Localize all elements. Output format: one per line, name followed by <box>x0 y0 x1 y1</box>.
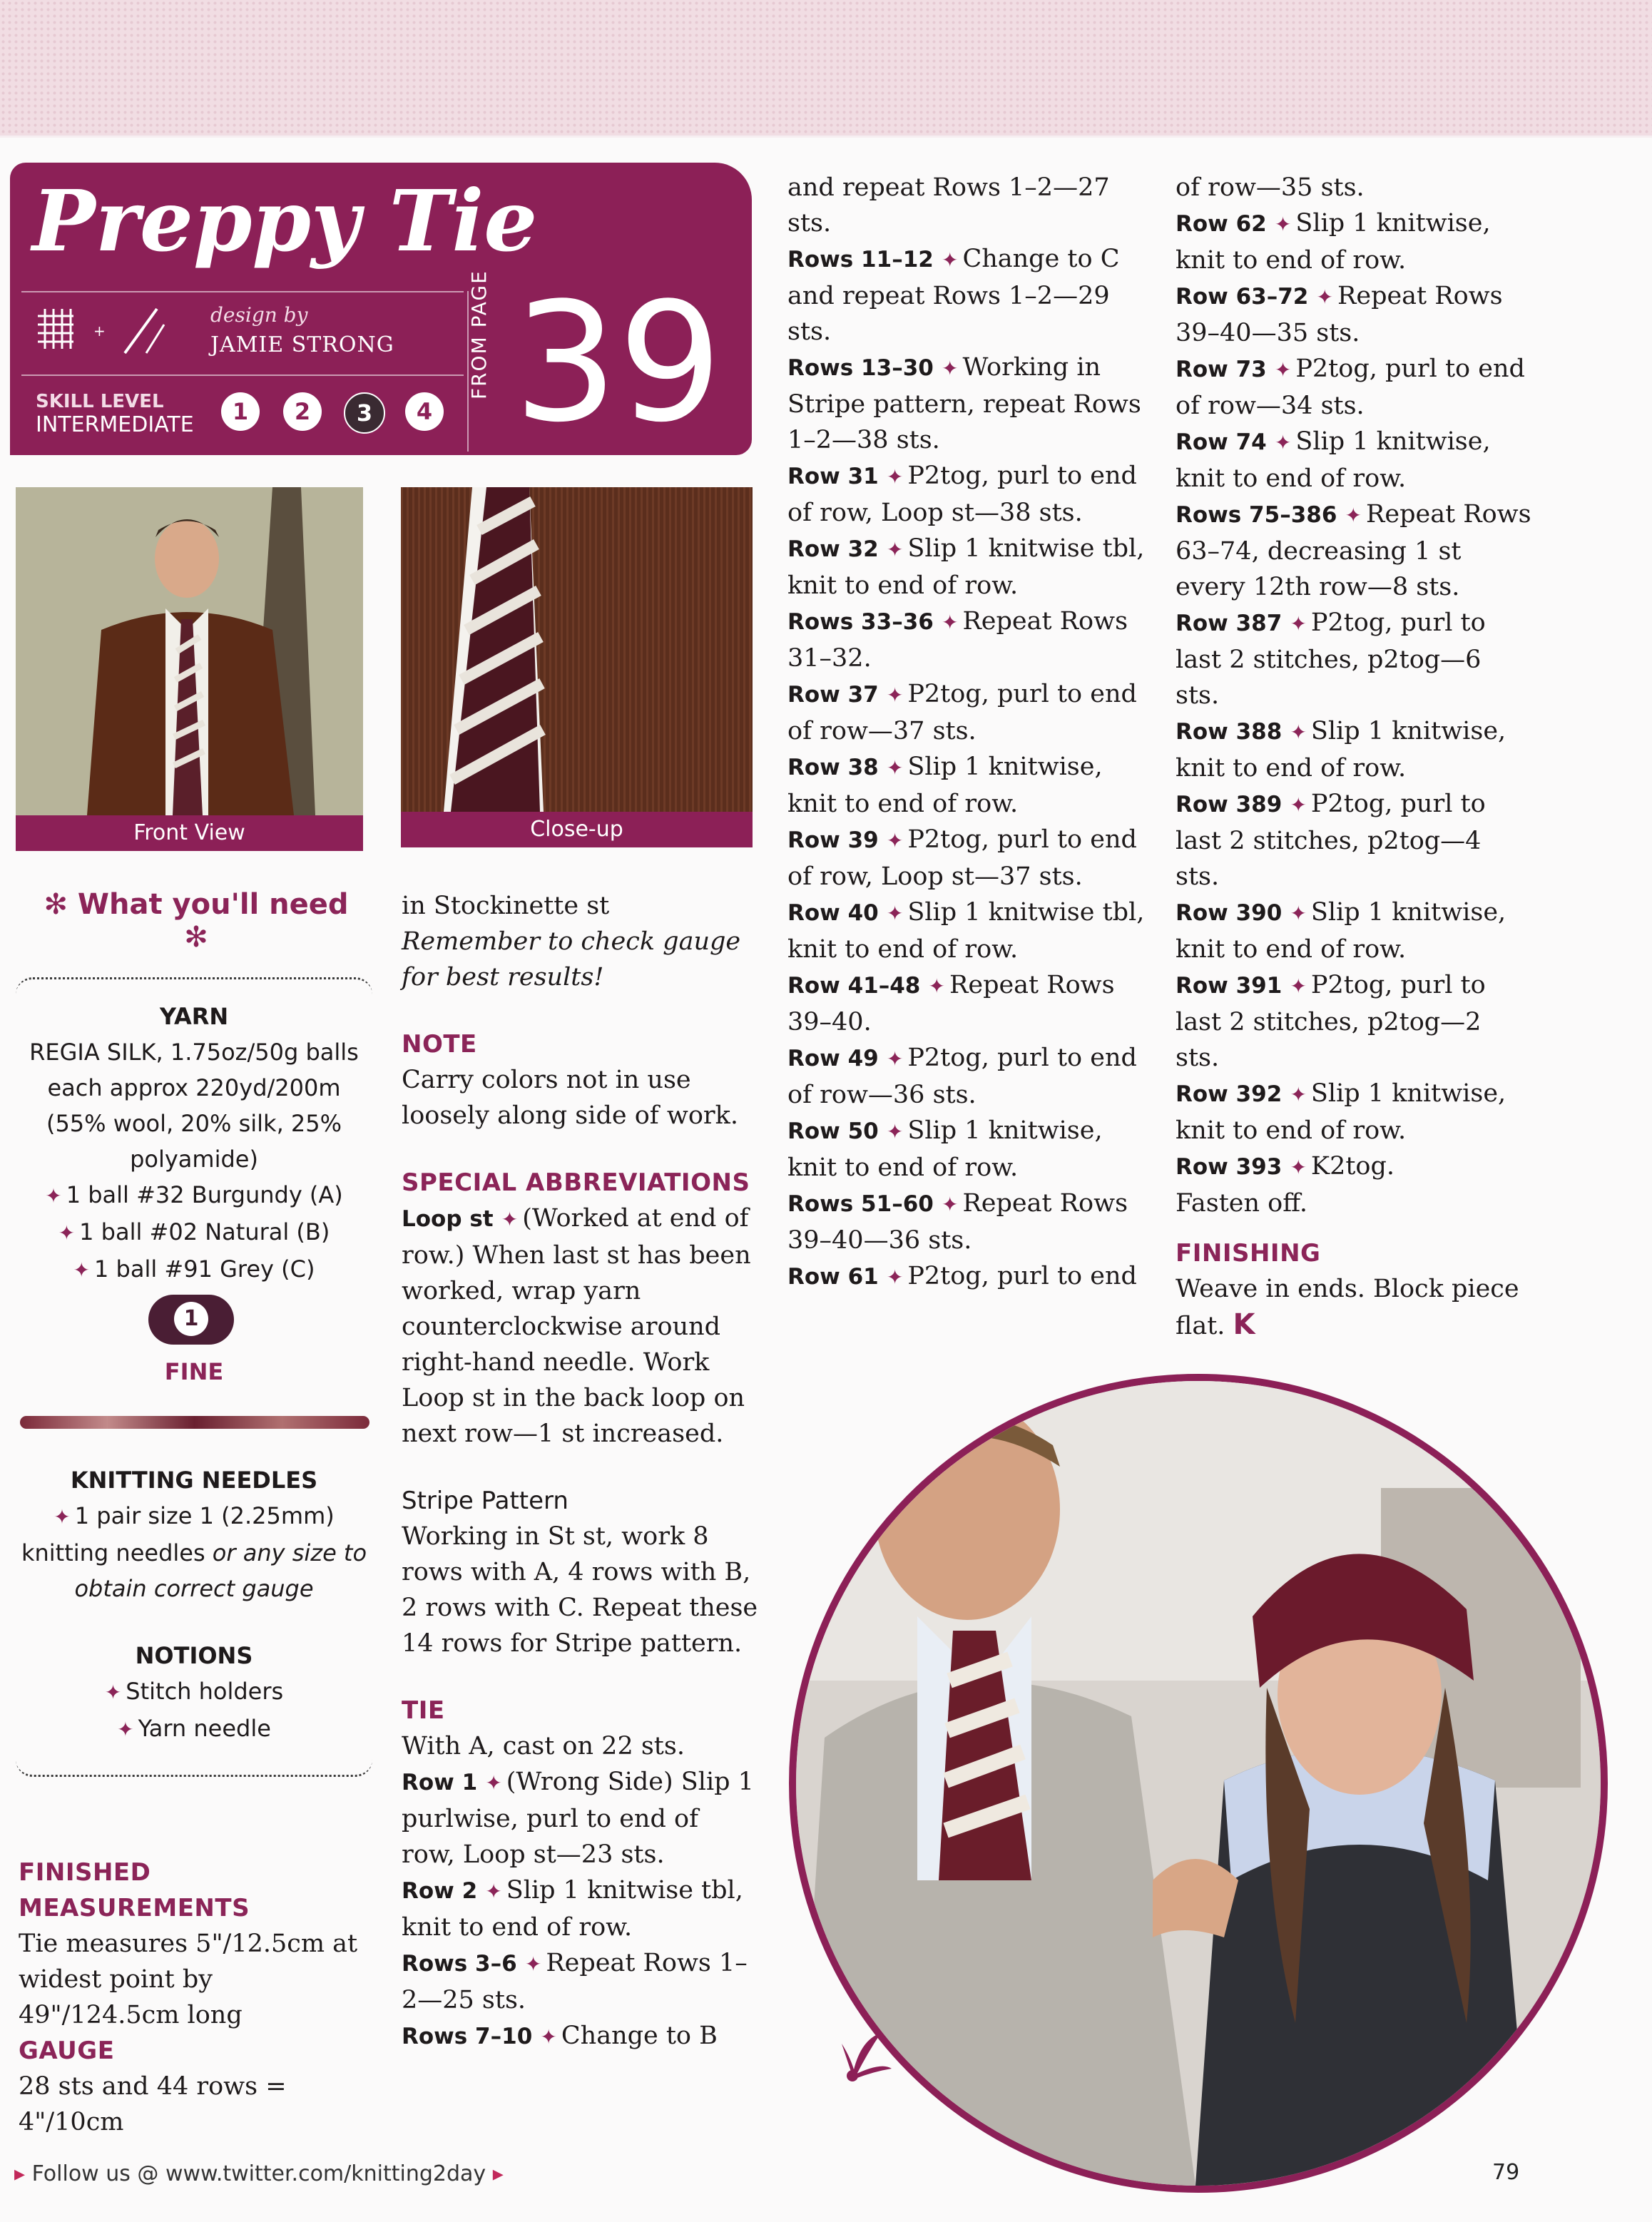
note-text: Carry colors not in use loosely along side of work. <box>402 1066 738 1130</box>
column-lead: and repeat Rows 1–2—27 sts. <box>787 173 1110 238</box>
row-text: Slip 1 knitwise, knit to end of row. <box>1176 717 1506 783</box>
row-label: Row 2 <box>402 1878 478 1904</box>
row-text: Slip 1 knitwise, knit to end of row. <box>1176 1079 1506 1145</box>
fasten-off: Fasten off. <box>1176 1189 1307 1218</box>
row-text: Repeat Rows 39–40. <box>787 971 1115 1036</box>
row-label: Row 392 <box>1176 1081 1283 1107</box>
gauge-heading: GAUGE <box>19 2037 115 2065</box>
row-label: Row 62 <box>1176 211 1267 237</box>
yarn-weight-label: FINE <box>164 1358 224 1385</box>
finishing-text <box>1176 1271 1532 1344</box>
row-label: Rows 11–12 <box>787 247 934 272</box>
needles-item: ✦ 1 pair size 1 (2.25mm) <box>53 1502 335 1529</box>
notions-item: ✦ Stitch holders <box>104 1678 284 1705</box>
skill-level-3-current: 3 <box>344 392 385 434</box>
row-text: Repeat Rows 39–40—36 sts. <box>787 1189 1128 1255</box>
what-you-need-heading: ✻ What you'll need ✻ <box>44 888 349 954</box>
finished-text: Tie measures 5"/12.5cm at widest point by 49"/124.5cm long <box>19 1930 358 2029</box>
instruction-row: Row 74 ✦ Slip 1 knitwise, knit to end of row. <box>1176 427 1491 493</box>
instruction-row: Rows 3–6 ✦ Repeat Rows 1–2—25 sts. <box>402 1949 748 2014</box>
flourish-icon <box>838 2026 895 2090</box>
row-text: P2tog, purl to last 2 stitches, p2tog—6 sts. <box>1176 608 1486 710</box>
row-label: Row 39 <box>787 827 879 853</box>
row-label: Row 387 <box>1176 611 1283 636</box>
row-text: (Wrong Side) Slip 1 purlwise, purl to end of row, Loop st—23 sts. <box>402 1768 754 1869</box>
instruction-row: Row 40 ✦ Slip 1 knitwise tbl, knit to end of row. <box>787 898 1145 964</box>
row-label: Rows 75–386 <box>1176 502 1337 528</box>
row-label: Rows 7–10 <box>402 2024 533 2049</box>
instruction-row: Row 390 ✦ Slip 1 knitwise, knit to end of row. <box>1176 898 1506 964</box>
skill-level-label: SKILL LEVEL <box>36 391 164 412</box>
instruction-row: Row 39 ✦ P2tog, purl to end of row, Loop st—37 sts. <box>787 825 1137 891</box>
row-label: Row 390 <box>1176 900 1283 926</box>
yarn-item-burgundy: ✦ 1 ball #32 Burgundy (A) <box>45 1181 343 1208</box>
row-text: Working in Stripe pattern, repeat Rows 1–2—38 sts. <box>787 353 1141 454</box>
column-four <box>1176 170 1532 1344</box>
row-label: Rows 3–6 <box>402 1951 517 1977</box>
skill-level-4: 4 <box>405 392 444 431</box>
gauge-text: 28 sts and 44 rows = 4"/10cm <box>19 2072 287 2136</box>
front-view-illustration <box>16 487 363 815</box>
what-you-need-text: What you'll need <box>77 888 349 921</box>
instruction-row: Row 389 ✦ P2tog, purl to last 2 stitches, p2tog—4 sts. <box>1176 790 1486 891</box>
svg-text:+: + <box>93 322 106 340</box>
row-text: Repeat Rows 39–40—35 sts. <box>1176 282 1503 347</box>
row-label: Row 32 <box>787 536 879 562</box>
row-text: Repeat Rows 31–32. <box>787 607 1128 673</box>
needles-notions <box>16 1462 372 1748</box>
abbreviations-heading: SPECIAL ABBREVIATIONS <box>402 1168 750 1197</box>
finished-heading: FINISHED MEASUREMENTS <box>19 1858 250 1922</box>
finishing-heading: FINISHING <box>1176 1239 1321 1268</box>
yarn-item-text: 1 ball #02 Natural (B) <box>79 1218 330 1245</box>
from-page-label: FROM PAGE <box>467 270 491 399</box>
instruction-row: Rows 13–30 ✦ Working in Stripe pattern, repeat Rows 1–2—38 sts. <box>787 353 1141 454</box>
yarn-item-text: 1 ball #91 Grey (C) <box>94 1255 315 1283</box>
row-label: Row 49 <box>787 1046 879 1071</box>
row-text: Slip 1 knitwise tbl, knit to end of row. <box>787 534 1145 600</box>
couple-illustration <box>796 1381 1601 2186</box>
row-text: P2tog, purl to end of row, Loop st—38 sts. <box>787 462 1137 527</box>
row-text: Change to C and repeat Rows 1–2—29 sts. <box>787 245 1120 346</box>
instruction-row: Row 41–48 ✦ Repeat Rows 39–40. <box>787 971 1115 1036</box>
row-text: Slip 1 knitwise, knit to end of row. <box>1176 209 1491 275</box>
front-view-caption: Front View <box>16 815 363 851</box>
banner-divider-h2 <box>21 291 464 292</box>
banner-divider-h <box>21 374 464 376</box>
closeup-illustration <box>401 487 753 812</box>
instruction-row: Row 32 ✦ Slip 1 knitwise tbl, knit to end of row. <box>787 534 1145 600</box>
instruction-row: Row 387 ✦ P2tog, purl to last 2 stitches, p2tog—6 sts. <box>1176 608 1486 710</box>
instruction-row: Row 49 ✦ P2tog, purl to end of row—36 sts. <box>787 1044 1137 1109</box>
yarn-weight-number: 1 <box>174 1302 208 1336</box>
instruction-row: Row 391 ✦ P2tog, purl to last 2 stitches, p2tog—2 sts. <box>1176 971 1486 1072</box>
top-pattern-band <box>0 0 1652 138</box>
instruction-row: Rows 11–12 ✦ Change to C and repeat Rows 1–2—29 sts. <box>787 245 1120 346</box>
row-label: Row 31 <box>787 464 879 489</box>
row-label: Row 63–72 <box>1176 284 1309 310</box>
row-text: P2tog, purl to end of row—37 sts. <box>787 680 1137 745</box>
yarn-item-natural: ✦ 1 ball #02 Natural (B) <box>58 1218 330 1245</box>
footer-left-marker-icon: ▸ <box>14 2161 32 2186</box>
row-label: Row 37 <box>787 682 879 708</box>
instruction-row: Rows 33–36 ✦ Repeat Rows 31–32. <box>787 607 1128 673</box>
row-text: P2tog, purl to last 2 stitches, p2tog—2 sts. <box>1176 971 1486 1072</box>
knitting-icon <box>32 303 175 360</box>
footer-right-marker-icon: ▸ <box>486 2161 504 2186</box>
row-label: Rows 51–60 <box>787 1191 934 1217</box>
row-text: P2tog, purl to end <box>907 1262 1137 1290</box>
closeup-photo <box>401 487 753 812</box>
row-text: Repeat Rows 1–2—25 sts. <box>402 1949 748 2014</box>
row-text: Change to B <box>561 2022 718 2050</box>
instruction-row: Row 38 ✦ Slip 1 knitwise, knit to end of row. <box>787 753 1103 818</box>
needles-item-text: 1 pair size 1 (2.25mm) <box>74 1502 335 1529</box>
row-label: Row 38 <box>787 755 879 780</box>
notions-heading: NOTIONS <box>135 1642 253 1669</box>
row-text: Slip 1 knitwise, knit to end of row. <box>787 1116 1103 1182</box>
notions-item: ✦ Yarn needle <box>117 1715 271 1742</box>
instruction-row: Row 73 ✦ P2tog, purl to end of row—34 sts. <box>1176 355 1525 420</box>
row-text: Repeat Rows 63–74, decreasing 1 st every 12th row—8 sts. <box>1176 500 1531 601</box>
twitter-link[interactable]: Follow us @ www.twitter.com/knitting2day <box>31 2161 486 2186</box>
row-label: Row 388 <box>1176 719 1283 745</box>
row-text: K2tog. <box>1310 1152 1395 1181</box>
note-heading: NOTE <box>402 1030 477 1059</box>
row-label: Row 393 <box>1176 1154 1283 1180</box>
row-label: Row 389 <box>1176 792 1283 817</box>
needles-note-plain: knitting needles <box>21 1539 205 1566</box>
needles-note <box>16 1535 372 1606</box>
footer-follow <box>14 2161 504 2186</box>
front-view-photo <box>16 487 363 815</box>
instruction-row: Row 388 ✦ Slip 1 knitwise, knit to end of row. <box>1176 717 1506 783</box>
row-label: Row 1 <box>402 1770 478 1795</box>
needles-heading: KNITTING NEEDLES <box>70 1467 318 1494</box>
instruction-row: Row 50 ✦ Slip 1 knitwise, knit to end of row. <box>787 1116 1103 1182</box>
row-label: Row 61 <box>787 1264 879 1290</box>
row-label: Rows 13–30 <box>787 355 934 381</box>
column-lead: of row—35 sts. <box>1176 173 1365 202</box>
row-label: Row 41–48 <box>787 973 921 999</box>
instruction-row: Rows 51–60 ✦ Repeat Rows 39–40—36 sts. <box>787 1189 1128 1255</box>
row-text: Slip 1 knitwise, knit to end of row. <box>1176 427 1491 493</box>
finishing-body: Weave in ends. Block piece flat. <box>1176 1275 1519 1340</box>
yarn-description: REGIA SILK, 1.75oz/50g balls each approx 220yd/200m (55% wool, 20% silk, 25% polyamide) <box>29 1039 359 1173</box>
instruction-row: Row 1 ✦ (Wrong Side) Slip 1 purlwise, purl to end of row, Loop st—23 sts. <box>402 1768 754 1869</box>
row-label: Row 40 <box>787 900 879 926</box>
materials-list <box>16 999 372 1288</box>
gauge-continued: in Stockinette st <box>402 892 610 920</box>
couple-photo <box>789 1374 1608 2193</box>
row-text: Slip 1 knitwise, knit to end of row. <box>1176 898 1506 964</box>
row-label: Row 50 <box>787 1118 879 1144</box>
row-text: Slip 1 knitwise tbl, knit to end of row. <box>402 1876 743 1942</box>
instruction-row: Row 63–72 ✦ Repeat Rows 39–40—35 sts. <box>1176 282 1503 347</box>
design-by-label: design by <box>210 303 308 327</box>
instruction-row: Rows 75–386 ✦ Repeat Rows 63–74, decreasing 1 st every 12th row—8 sts. <box>1176 500 1531 601</box>
instruction-row: Row 392 ✦ Slip 1 knitwise, knit to end of row. <box>1176 1079 1506 1145</box>
stripe-text: Working in St st, work 8 rows with A, 4 rows with B, 2 rows with C. Repeat these 14 rows for Stripe pattern. <box>402 1522 758 1658</box>
notions-item-text: Stitch holders <box>126 1678 284 1705</box>
yarn-heading: YARN <box>159 1003 229 1030</box>
stripe-heading: Stripe Pattern <box>402 1487 568 1515</box>
yarn-weight-icon <box>148 1295 234 1345</box>
skill-level-1: 1 <box>221 392 260 431</box>
row-text: P2tog, purl to end of row—34 sts. <box>1176 355 1525 420</box>
skill-level-value: INTERMEDIATE <box>36 412 194 437</box>
column-two <box>402 888 758 2055</box>
page-number: 79 <box>1492 2160 1520 2185</box>
column-three <box>787 170 1158 1295</box>
yarn-item-text: 1 ball #32 Burgundy (A) <box>66 1181 343 1208</box>
instruction-row: Row 62 ✦ Slip 1 knitwise, knit to end of row. <box>1176 209 1491 275</box>
tie-intro: With A, cast on 22 sts. <box>402 1732 685 1760</box>
row-text: Slip 1 knitwise tbl, knit to end of row. <box>787 898 1145 964</box>
row-text: P2tog, purl to end of row, Loop st—37 sts. <box>787 825 1137 891</box>
loop-st-label: Loop st <box>402 1206 494 1232</box>
notions-item-text: Yarn needle <box>138 1715 271 1742</box>
row-text: Slip 1 knitwise, knit to end of row. <box>787 753 1103 818</box>
instruction-row: Row 37 ✦ P2tog, purl to end of row—37 sts. <box>787 680 1137 745</box>
row-label: Row 391 <box>1176 973 1283 999</box>
yarn-item-grey: ✦ 1 ball #91 Grey (C) <box>73 1255 315 1283</box>
instruction-row: Row 61 ✦ P2tog, purl to end <box>787 1262 1137 1290</box>
gauge-reminder: Remember to check gauge for best results! <box>402 927 741 992</box>
row-label: Row 73 <box>1176 357 1267 382</box>
finished-measurements <box>19 1855 375 2140</box>
designer-name: JAMIE STRONG <box>210 332 394 357</box>
instruction-row: Row 393 ✦ K2tog. <box>1176 1152 1395 1181</box>
row-label: Row 74 <box>1176 429 1267 455</box>
instruction-row: Rows 7–10 ✦ Change to B <box>402 2022 718 2050</box>
row-label: Rows 33–36 <box>787 609 934 635</box>
instruction-row: Row 31 ✦ P2tog, purl to end of row, Loop st—38 sts. <box>787 462 1137 527</box>
row-text: P2tog, purl to end of row—36 sts. <box>787 1044 1137 1109</box>
from-page-number: 39 <box>514 268 723 459</box>
loop-st-text: (Worked at end of row.) When last st has been worked, wrap yarn counterclockwise around right-hand needle. Work Loop st in the back loop on next row—1 st increased. <box>402 1204 751 1448</box>
needles-note-italic: or any size to obtain correct gauge <box>74 1539 367 1602</box>
row-text: P2tog, purl to last 2 stitches, p2tog—4 sts. <box>1176 790 1486 891</box>
closeup-caption: Close-up <box>401 812 753 847</box>
pattern-title: Preppy Tie <box>32 171 538 270</box>
end-mark-icon: K <box>1233 1308 1255 1341</box>
skill-level-2: 2 <box>283 392 322 431</box>
tie-heading: TIE <box>402 1696 445 1725</box>
loop-st-definition: Loop st ✦ (Worked at end of row.) When last st has been worked, wrap yarn counterclockwise around right-hand needle. Work Loop st in the back loop on next row—1 st increased. <box>402 1204 751 1448</box>
instruction-row: Row 2 ✦ Slip 1 knitwise tbl, knit to end of row. <box>402 1876 743 1942</box>
needles-illustration <box>20 1416 369 1429</box>
